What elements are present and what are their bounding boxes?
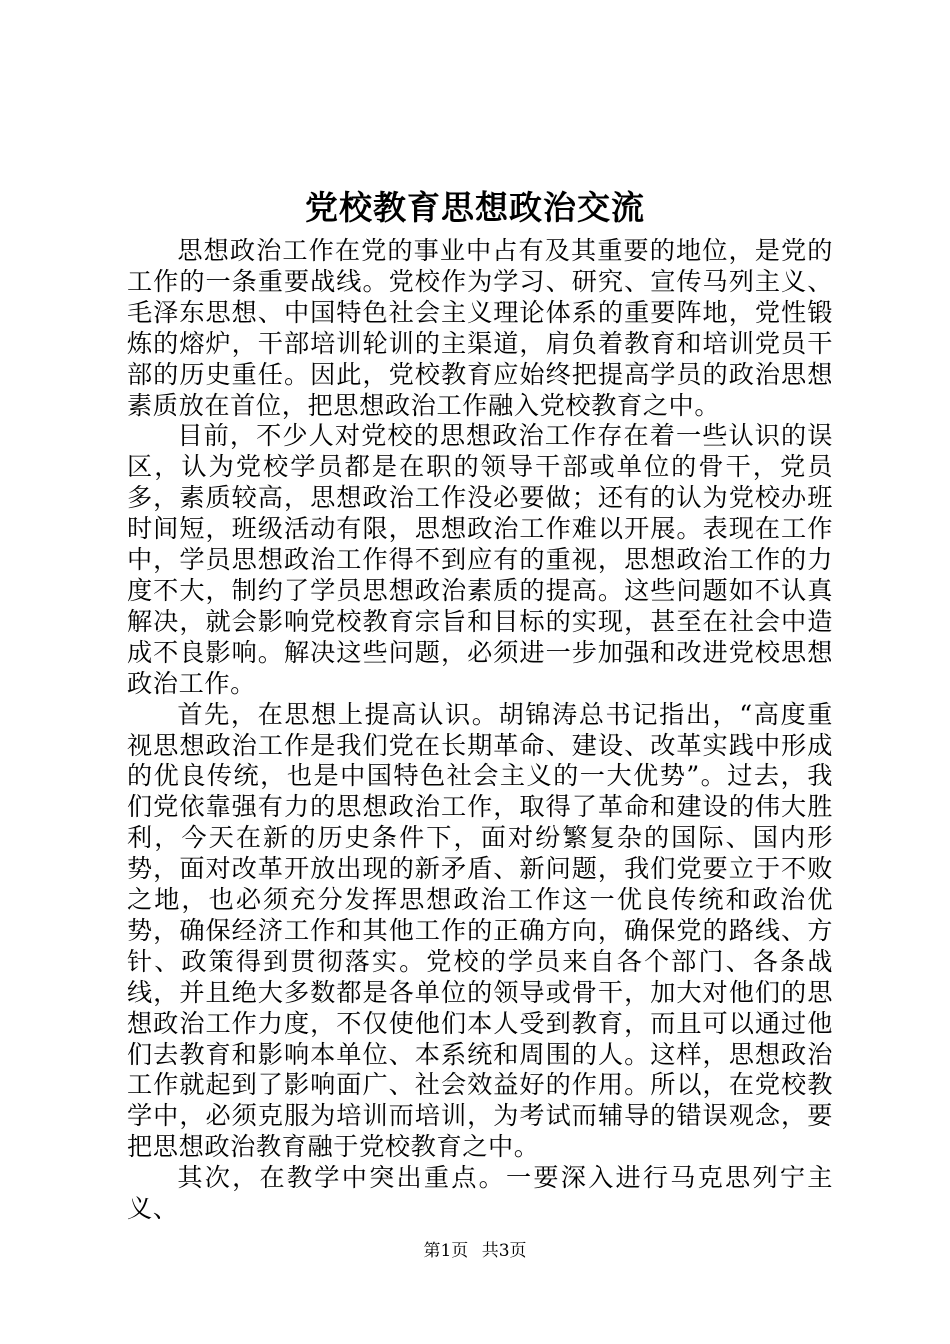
page-total: 共3页 — [481, 1241, 527, 1261]
paragraph-1: 思想政治工作在党的事业中占有及其重要的地位，是党的工作的一条重要战线。党校作为学习、研究、宣传马列主义、毛泽东思想、中国特色社会主义理论体系的重要阵地，党性锻炼的熔炉，干部培训轮训的主渠道，肩负着教育和培训党员干部的历史重任。因此，党校教育应始终把提高学员的政治思想素质放在首位，把思想政治工作融入党校教育之中。 — [127, 236, 833, 420]
page-footer — [0, 1240, 950, 1262]
page-number: 第1页 — [423, 1241, 469, 1261]
paragraph-4: 其次，在教学中突出重点。一要深入进行马克思列宁主义、 — [127, 1163, 833, 1224]
document-body — [127, 236, 833, 1225]
paragraph-2: 目前，不少人对党校的思想政治工作存在着一些认识的误区，认为党校学员都是在职的领导干部或单位的骨干，党员多，素质较高，思想政治工作没必要做；还有的认为党校办班时间短，班级活动有限，思想政治工作难以开展。表现在工作中，学员思想政治工作得不到应有的重视，思想政治工作的力度不大，制约了学员思想政治素质的提高。这些问题如不认真解决，就会影响党校教育宗旨和目标的实现，甚至在社会中造成不良影响。解决这些问题，必须进一步加强和改进党校思想政治工作。 — [127, 421, 833, 698]
document-title: 党校教育思想政治交流 — [305, 188, 645, 227]
paragraph-3: 首先，在思想上提高认识。胡锦涛总书记指出，“高度重视思想政治工作是我们党在长期革命、建设、改革实践中形成的优良传统，也是中国特色社会主义的一大优势”。过去，我们党依靠强有力的思想政治工作，取得了革命和建设的伟大胜利，今天在新的历史条件下，面对纷繁复杂的国际、国内形势，面对改革开放出现的新矛盾、新问题，我们党要立于不败之地，也必须充分发挥思想政治工作这一优良传统和政治优势，确保经济工作和其他工作的正确方向，确保党的路线、方针、政策得到贯彻落实。党校的学员来自各个部门、各条战线，并且绝大多数都是各单位的领导或骨干，加大对他们的思想政治工作力度，不仅使他们本人受到教育，而且可以通过他们去教育和影响本单位、本系统和周围的人。这样，思想政治工作就起到了影响面广、社会效益好的作用。所以，在党校教学中，必须克服为培训而培训，为考试而辅导的错误观念，要把思想政治教育融于党校教育之中。 — [127, 699, 833, 1162]
